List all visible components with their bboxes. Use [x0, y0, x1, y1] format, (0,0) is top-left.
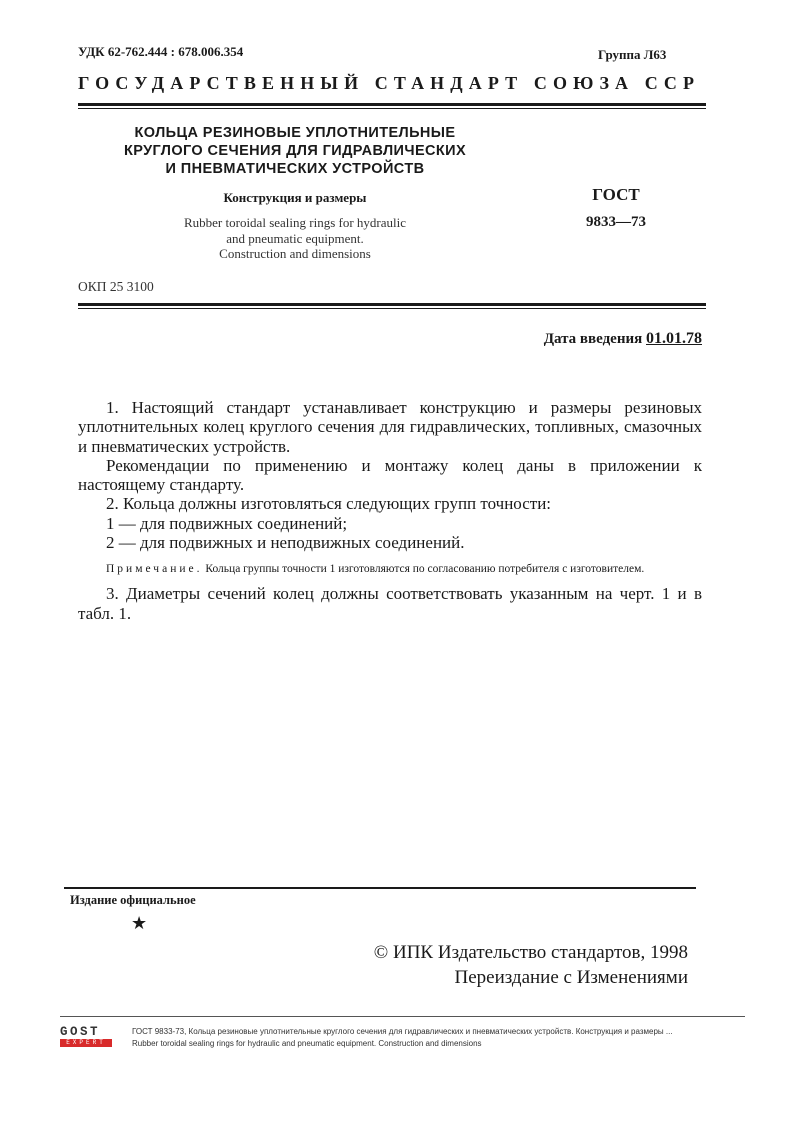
note-label: Примечание.	[106, 563, 203, 576]
okp-code: ОКП 25 3100	[78, 279, 154, 294]
gost-number: 9833—73	[586, 214, 646, 230]
intro-date-value: 01.01.78	[646, 330, 702, 347]
paragraph-4: 1 — для подвижных соединений;	[106, 513, 348, 533]
paragraph-2: Рекомендации по применению и монтажу колец даны в приложении к настоящему стандарту.	[78, 455, 702, 495]
title-line-2: КРУГЛОГО СЕЧЕНИЯ ДЛЯ ГИДРАВЛИЧЕСКИХ	[123, 143, 467, 159]
publisher-copyright: © ИПК Издательство стандартов, 1998	[373, 942, 688, 963]
udk-code: УДК 62-762.444 : 678.006.354	[78, 44, 244, 59]
english-title-line-1: Rubber toroidal sealing rings for hydraulic	[183, 215, 407, 230]
gost-label: ГОСТ	[592, 185, 640, 204]
english-title-line-2: and pneumatic equipment.	[226, 230, 364, 246]
intro-date	[544, 330, 702, 348]
footer-line-1: ГОСТ 9833-73, Кольца резиновые уплотнительные круглого сечения для гидравлических и пневматических устройств. Конструкция и размеры ...	[132, 1027, 673, 1036]
header-rule-thin	[78, 108, 706, 109]
document-body	[78, 398, 702, 623]
paragraph-1: 1. Настоящий стандарт устанавливает конструкцию и размеры резиновых уплотнительных колец круглого сечения для гидравлических, топливных, смазочных и пневматических устройств.	[78, 398, 702, 456]
title-line-3: И ПНЕВМАТИЧЕСКИХ УСТРОЙСТВ	[165, 161, 425, 177]
gost-expert-logo[interactable]	[60, 1026, 112, 1047]
group-code: Группа Л63	[598, 47, 667, 62]
note-text: Кольца группы точности 1 изготовляются по согласованию потребителя с изготовителем.	[205, 563, 645, 576]
document-title	[80, 124, 510, 178]
footer-rule	[60, 1016, 745, 1017]
state-standard-heading: ГОСУДАРСТВЕННЫЙ СТАНДАРТ СОЮЗА ССР	[78, 73, 701, 93]
logo-expert-text: EXPERT	[60, 1039, 112, 1047]
note	[78, 562, 702, 576]
paragraph-6: 3. Диаметры сечений колец должны соответствовать указанным на черт. 1 и в табл. 1.	[78, 584, 702, 623]
english-title	[80, 215, 510, 262]
english-title-line-3: Construction and dimensions	[219, 246, 371, 261]
reissue-note: Переиздание с Изменениями	[454, 967, 688, 988]
intro-date-label: Дата введения	[543, 331, 643, 347]
title-rule	[78, 303, 706, 306]
header-rule	[78, 103, 706, 106]
star-icon: ★	[131, 913, 148, 933]
official-edition-label: Издание официальное	[70, 893, 196, 907]
logo-gost-text: GOST	[60, 1025, 101, 1039]
publisher-block	[320, 940, 688, 990]
paragraph-5: 2 — для подвижных и неподвижных соединений.	[106, 533, 465, 553]
footer-text	[132, 1026, 782, 1050]
paragraph-3: 2. Кольца должны изготовляться следующих групп точности:	[106, 494, 552, 514]
title-rule-thin	[78, 308, 706, 309]
title-line-1: КОЛЬЦА РЕЗИНОВЫЕ УПЛОТНИТЕЛЬНЫЕ	[134, 125, 456, 141]
document-subtitle: Конструкция и размеры	[223, 190, 367, 205]
publication-rule	[64, 887, 696, 889]
footer-line-2: Rubber toroidal sealing rings for hydraulic and pneumatic equipment. Construction and dimensions	[132, 1039, 482, 1048]
